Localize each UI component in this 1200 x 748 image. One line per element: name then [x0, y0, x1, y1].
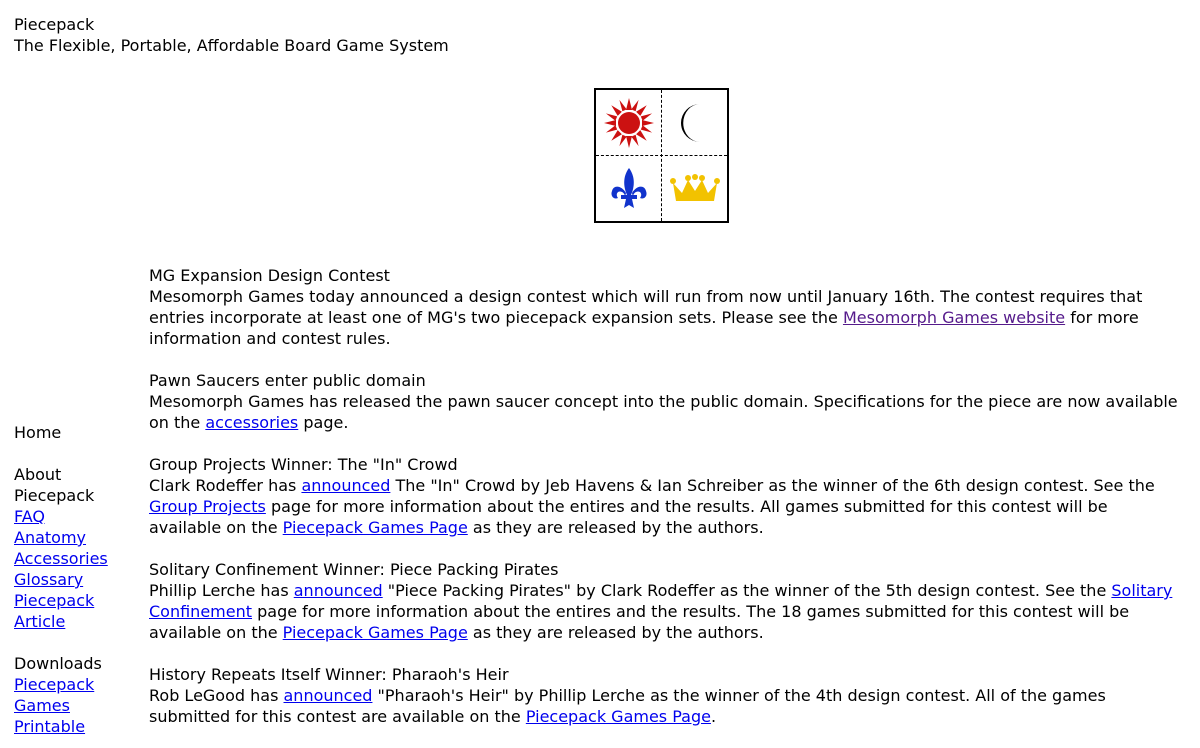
piecepack-games-page-link[interactable]: Piecepack Games Page: [525, 707, 711, 726]
news-body: Mesomorph Games today announced a design contest which will run from now until January 16th. The contest requires that entries incorporate at least one of MG's two piecepack expansion sets. Please see the Mesomorph Games website for more information and contest rules.: [149, 287, 1143, 348]
piecepack-games-page-link[interactable]: Piecepack Games Page: [282, 623, 468, 642]
news-body: Rob LeGood has announced "Pharaoh's Heir" by Phillip Lerche as the winner of the 4th design contest. All of the games submitted for this contest are available on the Piecepack Games Page.: [149, 686, 1106, 726]
sidebar-link-anatomy[interactable]: Anatomy: [14, 528, 87, 547]
sidebar-link-piecepack-article[interactable]: Piecepack Article: [14, 591, 95, 631]
news-body: Phillip Lerche has announced "Piece Packing Pirates" by Clark Rodeffer as the winner of the 5th design contest. See the Solitary Confinement page for more information about the entires and the results. The 18 games submitted for this contest will be available on the Piecepack Games Page as they are released by the authors.: [149, 581, 1173, 642]
accessories-link[interactable]: accessories: [205, 413, 299, 432]
news-item: [149, 370, 1179, 433]
news-title: Group Projects Winner: The "In" Crowd: [149, 455, 458, 474]
piecepack-logo: [594, 88, 729, 223]
moon-icon: [662, 90, 727, 155]
site-tagline: The Flexible, Portable, Affordable Board Game System: [14, 36, 449, 55]
sidebar-nav: [14, 422, 134, 737]
news-title: Pawn Saucers enter public domain: [149, 371, 426, 390]
sidebar-link-accessories[interactable]: Accessories: [14, 549, 108, 568]
sidebar-link-faq[interactable]: FAQ: [14, 507, 45, 526]
news-item: [149, 559, 1179, 643]
sidebar-link-printable[interactable]: Printable: [14, 717, 86, 736]
mesomorph-games-website-link[interactable]: Mesomorph Games website: [842, 308, 1066, 327]
piecepack-games-page-link[interactable]: Piecepack Games Page: [282, 518, 468, 537]
news-item: [149, 265, 1179, 349]
sidebar-downloads-heading: Downloads: [14, 654, 102, 673]
logo-divider-horizontal: [596, 155, 727, 156]
group-projects-link[interactable]: Group Projects: [149, 497, 266, 516]
announced-link[interactable]: announced: [301, 476, 391, 495]
crown-icon: [662, 156, 727, 221]
site-name: Piecepack: [14, 15, 95, 34]
news-list: [149, 265, 1179, 748]
news-body: Clark Rodeffer has announced The "In" Crowd by Jeb Havens & Ian Schreiber as the winner of the 6th design contest. See the Group Projects page for more information about the entires and the results. All games submitted for this contest will be available on the Piecepack Games Page as they are released by the authors.: [149, 476, 1155, 537]
sidebar-link-piecepack-games[interactable]: Piecepack Games: [14, 675, 95, 715]
sidebar-about-heading: About Piecepack: [14, 465, 95, 505]
news-item: [149, 454, 1179, 538]
announced-link[interactable]: announced: [283, 686, 373, 705]
news-item: [149, 664, 1179, 727]
news-title: Solitary Confinement Winner: Piece Packing Pirates: [149, 560, 559, 579]
fleur-de-lis-icon: [596, 156, 661, 221]
solitary-confinement-link[interactable]: Solitary Confinement: [149, 581, 1173, 621]
news-title: MG Expansion Design Contest: [149, 266, 390, 285]
sun-icon: [596, 90, 661, 155]
news-body: Mesomorph Games has released the pawn saucer concept into the public domain. Specifications for the piece are now available on the accessories page.: [149, 392, 1178, 432]
sidebar-link-glossary[interactable]: Glossary: [14, 570, 84, 589]
news-title: History Repeats Itself Winner: Pharaoh's Heir: [149, 665, 509, 684]
site-header: [14, 14, 449, 56]
sidebar-home: Home: [14, 423, 62, 442]
announced-link[interactable]: announced: [293, 581, 383, 600]
